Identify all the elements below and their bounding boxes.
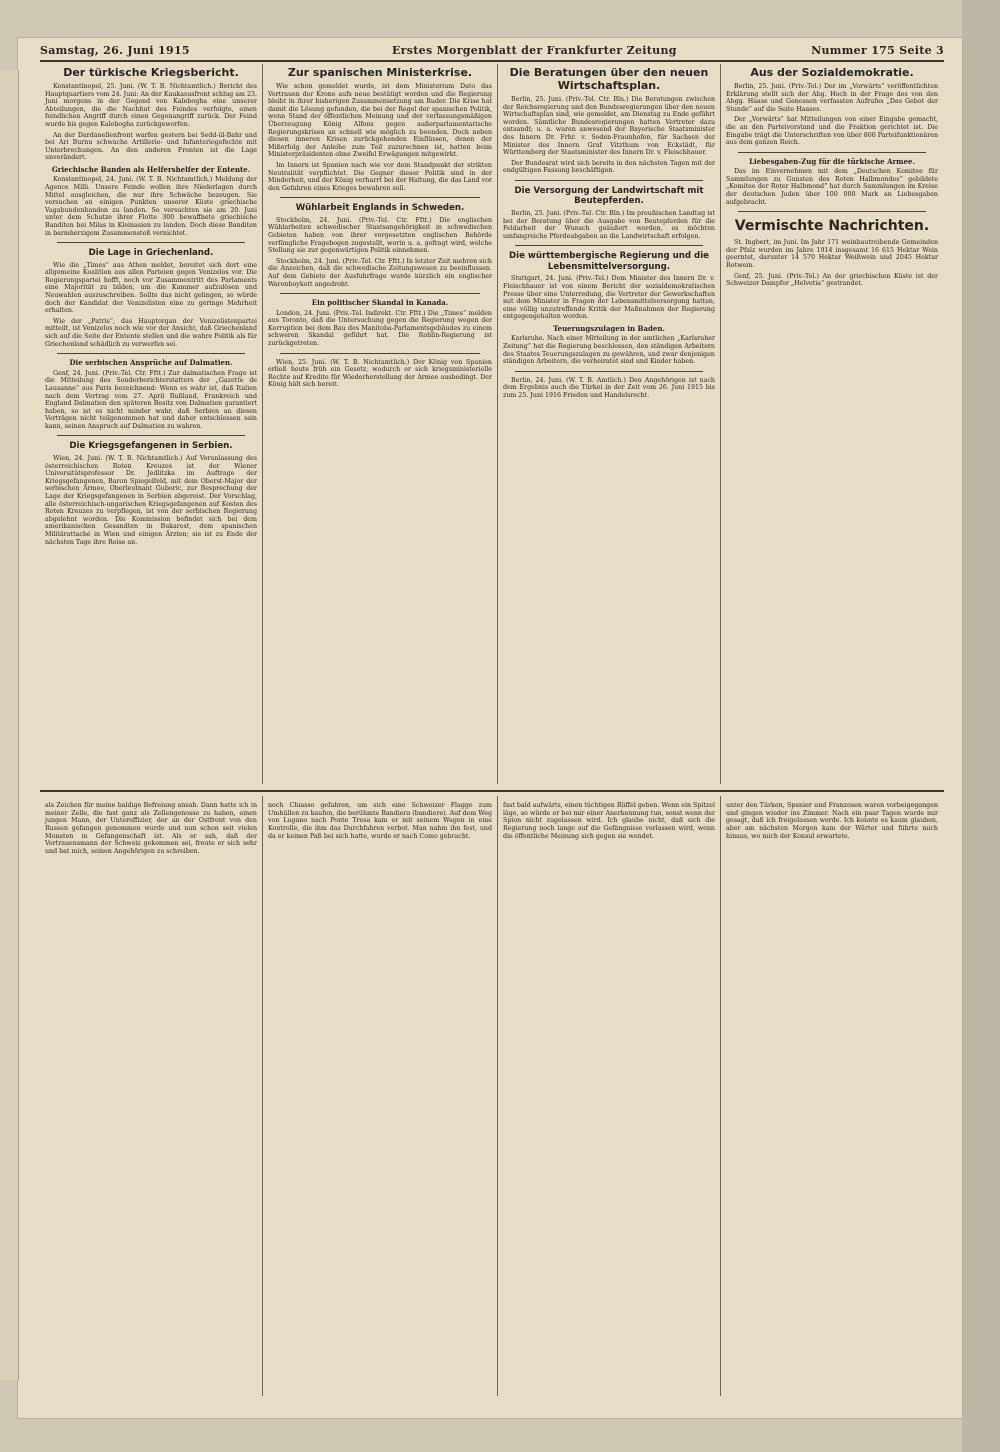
paragraph: Konstantinopel, 25. Juni. (W. T. B. Nichtamtlich.) Bericht des Hauptquartiers vom 24. Juni: An der Kaukasusfront schlug am 23. Juni morgens in der Gegend von Kalebogha eine unserer Abteilungen, die die Nachhut des Feindes verfolgte, einen feindlichen Angriff durch einen Gegenangriff zurück. Der Feind wurde bis gegen Kalebogha zurückgeworfen.: [45, 83, 257, 128]
subheading: Teuerungszulagen in Baden.: [553, 323, 665, 333]
divider: [515, 371, 703, 372]
paragraph: Genf, 24. Juni. (Priv.-Tel. Ctr. Fftt.) Zur dalmatischen Frage ist die Mitteilung des Sonderberichterstatters der „Gazette de Lausanne“ aus Paris bezeichnend: Wenn es wahr ist, daß Italien nach dem Vertrag vom 27. April Rußland, Frankreich und England Dalmatien den späteren Besitz von Dalmatien garantiert haben, so ist es nicht minder wahr, daß Serbien an diesen Verträgen nicht teilgenommen hat und daher entschlossen sein kann, seinen Anspruch auf Dalmatien zu wahren.: [45, 369, 257, 430]
paragraph: Stuttgart, 24. Juni. (Priv.-Tel.) Dem Minister des Innern Dr. v. Fleischhauer ist von einem Bericht der sozialdemokratischen Presse über eine Unterredung, die Vertreter der Gewerkschaften mit dem Minister in Fragen der Lebensmittelversorgung hatten, eine völlig unzutreffende Kritik der Maßnahmen der Regierung entgegengehalten worden.: [503, 275, 715, 321]
paragraph: Karlsruhe. Nach einer Mitteilung in der amtlichen „Karlsruher Zeitung“ hat die Regierung beschlossen, den ständigen Arbeitern des Staates Teuerungszulagen zu gewähren, und zwar denjenigen ständigen Arbeitern, die verheiratet sind und Kinder haben.: [503, 335, 715, 366]
paragraph: An der Dardanellenfront warfen gestern bei Sedd-ül-Bahr und bei Ari Burnu schwache Artillerie- und Infanteriegefechte mit Unterbrechungen. An den anderen Fronten ist die Lage unverändert.: [45, 131, 257, 162]
paragraph: Berlin, 25. Juni. (Priv.-Tel. Ctr. Bln.) Die Beratungen zwischen der Reichsregierung und den Bundesregierungen über den neuen Wirtschaftsplan sind, wie gemeldet, am Dienstag zu Ende geführt worden. Sämtliche Bundesregierungen hatten Vertreter dazu entsandt; u. a. waren anwesend der Bayerische Staatsminister des Innern Dr. Frhr. v. Soden-Fraunhofen, für Sachsen der Minister des Innern Graf Vitzthum von Eckstädt, für Württemberg der Staatsminister des Innern Dr. v. Fleischhauer.: [503, 96, 715, 157]
column-3: [498, 64, 721, 784]
paragraph: Stockholm, 24. Juni. (Priv.-Tel. Ctr. Fftt.) In letzter Zeit mehren sich die Anzeichen, daß die schwedische Zeitungswesen zu beeinflussen. Auf dem Gebiete der Ausfuhrfrage wurde kürzlich ein englischer Warenboykott angedroht.: [268, 257, 492, 288]
paragraph: Konstantinopel, 24. Juni. (W. T. B. Nichtamtlich.) Meldung der Agence Milli. Unsere Feinde wollen ihre Niederlagen durch Mittel ausgleichen, die nur ihre Schwäche bezeugen. Sie versuchen an einigen Punkten unserer Küste griechische Vagabundenbanden zu landen. So versuchten sie am 20. Juni unter dem Schutze ihrer Flotte 300 bewaffnete griechische Banditen bei Milas in Kleinasien zu landen. Doch diese Banditen in barmherzigem Zusammenstoß vernichtet.: [45, 176, 257, 237]
adjacent-page-edge: [0, 70, 19, 1380]
subheading: Die serbischen Ansprüche auf Dalmatien.: [69, 358, 233, 368]
paragraph: Wie der „Patris“, das Hauptorgan der Venizelistenpartei mitteilt, ist Venizelos noch wie vor der Ansicht, daß Griechenland sich auf die Seite der Entente stellen und die wahre Politik als für Griechenland schädlich zu verwerfen sei.: [45, 317, 257, 348]
paragraph: Stockholm, 24. Juni. (Priv.-Tel. Ctr. Fftt.) Die englischen Wühlarbeiten schwedischer Staatsangehörigkeit in schwedischen Gebieten haben von ihrer vorgesetzten englischen Behörde verfängliche Fragebogen zugestellt, worin u. a. gefragt wird, welche Stellung sie zur gegenwärtigen Politik einnehmen.: [268, 216, 492, 255]
column-2: [263, 64, 498, 784]
paragraph: als Zeichen für meine baldige Befreiung ansah. Dann hatte ich in meiner Zelle, die fast ganz als Zellengenosse zu haben, einen jungen Mann, der Unteroffizier, der an der Ostfront von den Russen gefangen genommen wurde und nun schon seit vielen Monaten in Gefangenschaft ist. Als er sah, daß der Vertrauensmann der Schweiz gekommen sei, freute er sich sehr und bat mich, seinen Angehörigen zu schreiben.: [45, 802, 257, 855]
paragraph: fast bald aufwärts, einen tüchtigen Rüffel geben. Wenn ein Spitzel läge, so würde er bei mir einer Anerkennung tun, sonst wenn der Spion nicht zugelassen wird. Ich glaube nicht, daß sich die Regierung noch lange auf die Gefängnisse verlassen wird, wenn die öffentliche Meinung sich gegen sie wendet.: [503, 802, 715, 840]
paragraph: unter den Türken, Spanier und Franzosen waren vorbeigegangen und gingen wieder ins Zimmer. Nach ein paar Tagen wurde mir gesagt, daß ich freigelassen werde. Ich konnte es kaum glauben, aber am nächsten Morgen kam der Wärter und führte mich hinaus, wo mich der Konsul erwartete.: [726, 802, 938, 840]
paragraph: Der Bundesrat wird sich bereits in den nächsten Tagen mit der endgültigen Fassung beschäftigen.: [503, 159, 715, 175]
article-title: Aus der Sozialdemokratie.: [750, 66, 914, 79]
feuilleton-column-4: [721, 796, 943, 1396]
paragraph: Berlin, 25. Juni. (Priv.-Tel. Ctr. Bln.) Im preußischen Landtag ist bei der Beratung über die Ausgabe von Beutepferden für die Feldarbeit der Wunsch geäußert worden, es möchten umfangreiche Pferdeabgaben an die Landwirtschaft erfolgen.: [503, 209, 715, 240]
subheading: Ein politischer Skandal in Kanada.: [311, 298, 449, 308]
divider: [57, 435, 245, 436]
paragraph: London, 24. Juni. (Priv.-Tel. Indirekt. Ctr. Fftt.) Die „Times“ melden aus Toronto, daß die Untersuchung gegen die Regierung wegen der Korruption bei dem Bau des Manitoba-Parlamentsgebäudes zu einem schweren Skandal geführt hat. Die Roblin-Regierung ist zurückgetreten.: [268, 309, 492, 348]
divider: [57, 353, 245, 354]
column-1: [40, 64, 263, 784]
section-divider: [40, 790, 944, 792]
divider: [738, 152, 926, 153]
article-title: Zur spanischen Ministerkrise.: [287, 66, 473, 79]
divider: [57, 242, 245, 243]
paragraph: Der „Vorwärts“ hat Mitteilungen von einer Eingabe gemacht, die an den Parteivorstand und die Fraktion gerichtet ist. Die Eingabe trägt die Unterschriften von über 800 Parteifunktionären aus dem ganzen Reich.: [726, 116, 938, 147]
subheading: Liebesgaben-Zug für die türkische Armee.: [749, 156, 915, 166]
article-title: Der türkische Kriegsbericht.: [63, 66, 239, 79]
paragraph: Wie die „Times“ aus Athen meldet, bereitet sich dort eine allgemeine Koalition aus allen Parteien gegen Venizelos vor. Die Regierungspartei hofft, noch vor Zusammentritt des Parlaments eine Majorität zu bilden, um die Kammer aufzulösen und Neuwahlen auszuschreiben. Sollte das nicht gelingen, so würde doch der Kandidat der Venizelisten eine zu geringe Mehrheit erhalten.: [45, 261, 257, 315]
divider: [280, 197, 480, 198]
divider: [515, 180, 703, 181]
paragraph: Im Innern ist Spanien nach wie vor dem Standpunkt der strikten Neutralität verpflichtet. Die Gegner dieser Politik sind in der Minderheit, und der König verharrt bei der Haltung, die das Land vor den Gefahren eines Krieges bewahren soll.: [268, 161, 492, 192]
feuilleton-column-2: [263, 796, 498, 1396]
divider: [280, 293, 480, 294]
feuilleton-column-1: [40, 796, 263, 1396]
paragraph: Berlin, 24. Juni. (W. T. B. Amtlich.) Den Angehörigen ist nach dem Ergebnis auch die Türkei in der Zeit vom 26. Juni 1915 bis zum 25. Juni 1916 Frieden und Handelsrecht.: [503, 376, 715, 399]
article-title: Die württembergische Regierung und die Lebensmittelversorgung.: [509, 251, 709, 272]
paragraph: Genf, 25. Juni. (Priv.-Tel.) An der griechischen Küste ist der Schweizer Dampfer „Helvetia“ gestrandet.: [726, 272, 938, 288]
header-date: Samstag, 26. Juni 1915: [40, 44, 190, 57]
paragraph: Berlin, 25. Juni. (Priv.-Tel.) Der im „Vorwärts“ veröffentlichten Erklärung stellt sich der Abg. Hoch in der Frage des von den Abgg. Haase und Genossen verfassten Aufrufes „Das Gebot der Stunde“ auf die Seite Haases.: [726, 83, 938, 113]
article-title: Die Lage in Griechenland.: [88, 248, 214, 259]
page-header: [40, 44, 944, 62]
divider: [280, 353, 480, 354]
paragraph: St. Ingbert, im Juni. Im Jahr 171 weinbautreibende Gemeinden der Pfalz wurden im Jahre 1914 insgesamt 16 615 Hektar Wein geerntet, darunter 14 570 Hektar Weißwein und 2045 Hektar Rotwein.: [726, 239, 938, 269]
paragraph: noch Chiasso gefahren, um sich eine Schweizer Flagge zum Umhüllen zu kaufen, die berühmte Bandiera (bandiere). Auf dem Weg von Lugano nach Ponte Tresa kam er mit seinem Wagen in eine Kontrolle, die ihm das Durchfahren verbot. Man nahm ihn fest, und da er keinen Paß bei sich hatte, wurde er nach Como gebracht.: [268, 802, 492, 840]
subheading: Griechische Banden als Helfershelfer der Entente.: [51, 164, 251, 174]
paragraph: Das im Einvernehmen mit dem „Deutschen Komitee für Sammlungen zu Gunsten des Roten Halbmondes“ gebildete „Komitee der Roter Halbmond“ hat durch Sammlungen im Kreise der deutschen Juden über 100 000 Mark an Liebesgaben aufgebracht.: [726, 168, 938, 206]
paragraph: Wie schon gemeldet wurde, ist dem Ministerium Dato das Vertrauen der Krone aufs neue bestätigt worden und die Regierung bleibt in ihrer bisherigen Zusammensetzung am Ruder. Die Krise hat damit die Lösung gefunden, die bei der Regel der spanischen Politik, wenn Stand der öffentlichen Meinung und der verfassungsmäßigen Überzeugung König Alfons gegen außerparlamentarische Regierungskrisen an schnell wie möglich zu beenden. Doch neben diesen inneren Krisen zurückgehenden Einflüssen, denen der Mißerfolg der Anleihe zum Teil zuzurechnen ist, hatten beim Ministerpräsidenten ohne Zweifel Erwägungen mitgewirkt.: [268, 83, 492, 159]
header-page-number: Nummer 175 Seite 3: [811, 44, 944, 57]
divider: [515, 245, 703, 246]
scan-margin: [962, 0, 1000, 1452]
divider: [738, 211, 926, 212]
article-title: Die Versorgung der Landwirtschaft mit Beutepferden.: [514, 185, 704, 207]
header-paper-name: Erstes Morgenblatt der Frankfurter Zeitung: [392, 44, 677, 57]
article-title: Die Kriegsgefangenen in Serbien.: [69, 441, 233, 452]
column-4: [721, 64, 943, 784]
article-title: Wühlarbeit Englands in Schweden.: [295, 203, 465, 214]
feuilleton-column-3: [498, 796, 721, 1396]
paragraph: Wien, 24. Juni. (W. T. B. Nichtamtlich.) Auf Veranlassung des österreichischen Roten Kreuzes ist der Wiener Universitätsprofessor Dr. Jedlitzka im Auftrage der Kriegsgefangenen, Baron Spiegelfeld, mit dem Oberst-Major der serbischen Armee, Oberleutnant Guboric, zur Besprechung der Lage der Kriegsgefangenen in Serbien abgereist. Der Vorschlag, alle österreichisch-ungarischen Kriegsgefangenen auf Kosten des Roten Kreuzes zu verpflegen, ist von der serbischen Regierung abgelehnt worden. Die Kommission befindet sich bei dem amerikanischen Gesandten in Bukarest, dem spanischen Militärattaché in Wien und einigen Ärzten; sie ist zu Ende der nächsten Tage ihre Reise an.: [45, 454, 257, 546]
article-title: Die Beratungen über den neuen Wirtschaftsplan.: [509, 66, 709, 92]
section-title: Vermischte Nachrichten.: [734, 218, 930, 235]
paragraph: Wien, 25. Juni. (W. T. B. Nichtamtlich.) Der König von Spanien erließ heute früh ein Gesetz, wodurch er sich kriegsministerielle Rechte auf Kredite für Wiederherstellung der Armee ausbedingt. Der König hält sich bereit.: [268, 358, 492, 389]
